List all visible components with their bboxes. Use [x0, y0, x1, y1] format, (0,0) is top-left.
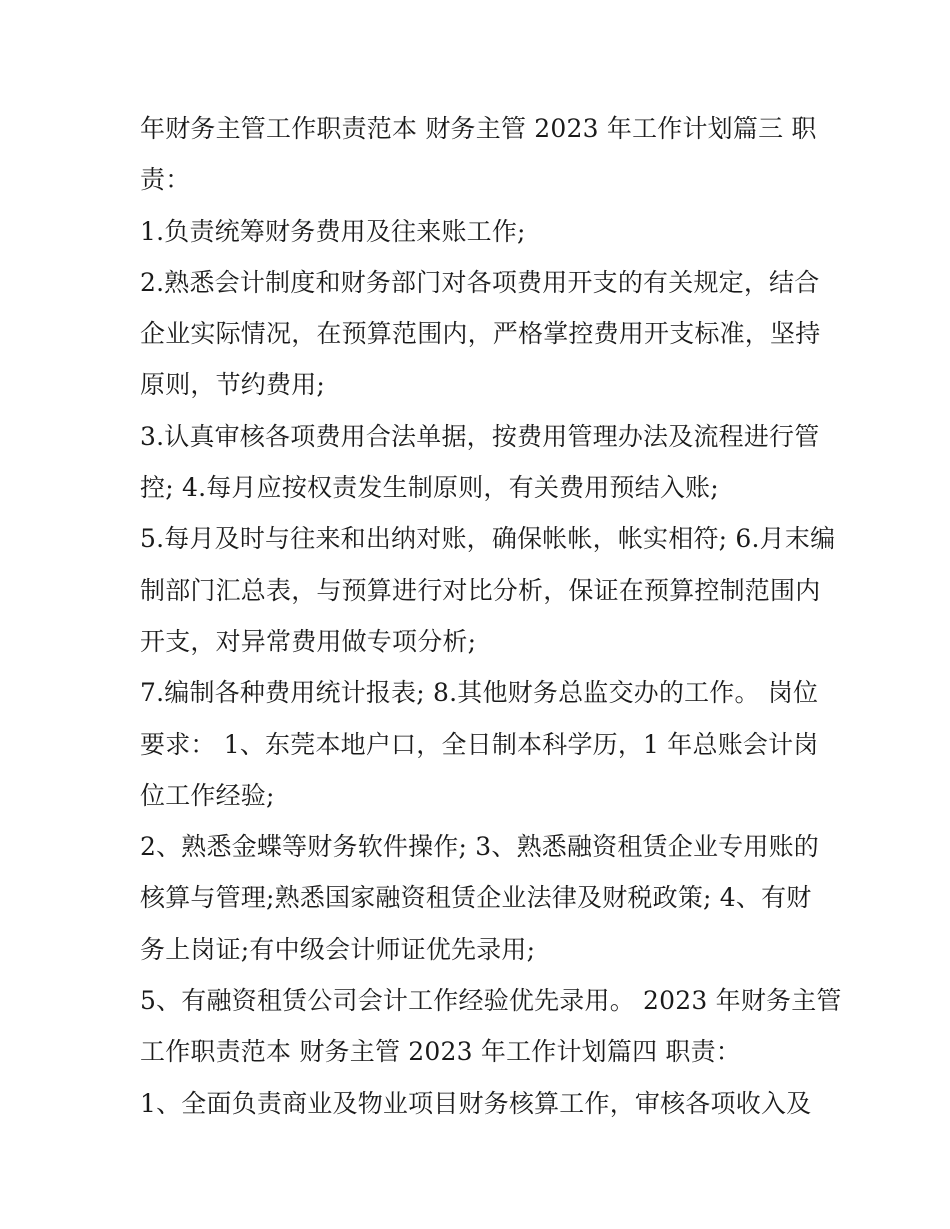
- text-line: 1、全面负责商业及物业项目财务核算工作，审核各项收入及: [140, 1088, 812, 1118]
- text-line: 控; 4.每月应按权责发生制原则，有关费用预结入账;: [140, 473, 719, 503]
- text-line: 5.每月及时与往来和出纳对账，确保帐帐，帐实相符; 6.月末编: [140, 524, 836, 554]
- text-line: 制部门汇总表，与预算进行对比分析，保证在预算控制范围内: [140, 575, 821, 605]
- text-line: 1.负责统筹财务费用及往来账工作;: [140, 216, 526, 246]
- text-line: 2、熟悉金蝶等财务软件操作; 3、熟悉融资租赁企业专用账的: [140, 832, 819, 862]
- text-line: 年财务主管工作职责范本 财务主管 2023 年工作计划篇三 职: [140, 114, 817, 143]
- text-line: 务上岗证;有中级会计师证优先录用;: [140, 934, 536, 964]
- text-line: 7.编制各种费用统计报表; 8.其他财务总监交办的工作。 岗位: [140, 678, 819, 708]
- text-line: 企业实际情况，在预算范围内，严格掌控费用开支标准，坚持: [140, 319, 821, 349]
- text-line: 3.认真审核各项费用合法单据，按费用管理办法及流程进行管: [140, 421, 820, 451]
- text-line: 工作职责范本 财务主管 2023 年工作计划篇四 职责：: [140, 1037, 742, 1067]
- text-line: 核算与管理;熟悉国家融资租赁企业法律及财税政策; 4、有财: [140, 883, 812, 913]
- text-line: 原则，节约费用;: [140, 370, 326, 400]
- text-line: 责：: [140, 165, 191, 195]
- text-line: 开支，对异常费用做专项分析;: [140, 626, 477, 656]
- text-line: 位工作经验;: [140, 780, 275, 810]
- text-line: 2.熟悉会计制度和财务部门对各项费用开支的有关规定，结合: [140, 267, 820, 297]
- text-line: 5、有融资租赁公司会计工作经验优先录用。 2023 年财务主管: [140, 986, 842, 1016]
- document-body: [140, 103, 842, 1129]
- text-line: 要求： 1、东莞本地户口，全日制本科学历，1 年总账会计岗: [140, 729, 819, 759]
